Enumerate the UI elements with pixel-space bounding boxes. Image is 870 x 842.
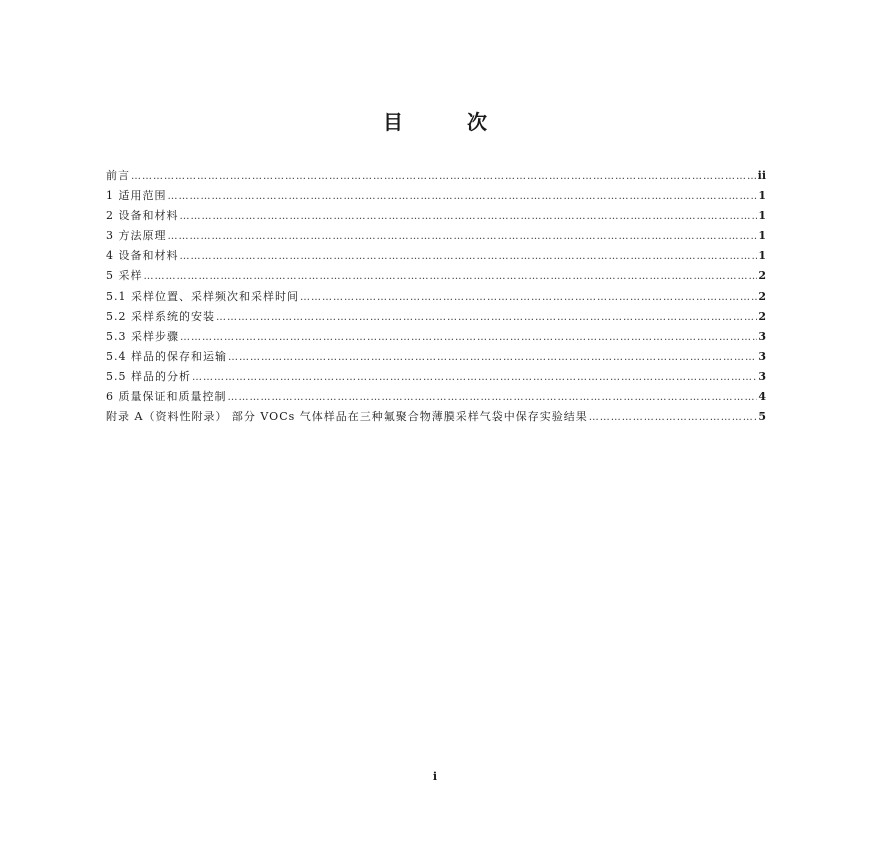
dot-leader xyxy=(131,167,757,187)
toc-entry-label: 2 设备和材料 xyxy=(106,209,179,223)
toc-entry-2[interactable] xyxy=(106,206,766,226)
toc-entry-label: 附录 A（资料性附录） 部分 VOCs 气体样品在三种氟聚合物薄膜采样气袋中保存实验结果 xyxy=(106,410,588,424)
dot-leader xyxy=(168,187,758,207)
toc-entry-page: 1 xyxy=(758,249,766,263)
toc-entry-5-1[interactable] xyxy=(106,287,766,307)
toc-entry-label: 5.5 样品的分析 xyxy=(106,369,191,383)
dot-leader xyxy=(144,267,758,287)
toc-entry-page: 2 xyxy=(758,289,766,303)
toc-entry-page: 1 xyxy=(758,209,766,223)
toc-entry-6[interactable] xyxy=(106,387,766,407)
toc-entry-page: 5 xyxy=(758,410,766,424)
dot-leader xyxy=(192,368,757,388)
toc-entry-label: 3 方法原理 xyxy=(106,229,167,243)
toc-entry-label: 5.4 样品的保存和运输 xyxy=(106,349,227,363)
toc-list xyxy=(106,166,766,427)
toc-entry-label: 5 采样 xyxy=(106,269,143,283)
toc-entry-1[interactable] xyxy=(106,186,766,206)
toc-entry-label: 5.1 采样位置、采样频次和采样时间 xyxy=(106,289,299,303)
toc-entry-page: 3 xyxy=(758,349,766,363)
toc-entry-page: 4 xyxy=(758,390,766,404)
toc-entry-label: 5.3 采样步骤 xyxy=(106,329,179,343)
toc-title: 目 次 xyxy=(383,110,509,134)
toc-entry-5-3[interactable] xyxy=(106,327,766,347)
dot-leader xyxy=(300,288,757,308)
toc-entry-label: 5.2 采样系统的安装 xyxy=(106,309,215,323)
toc-entry-label: 前言 xyxy=(106,169,130,182)
toc-entry-page: 2 xyxy=(758,269,766,283)
toc-entry-5-2[interactable] xyxy=(106,307,766,327)
toc-entry-label: 1 适用范围 xyxy=(106,189,167,203)
toc-entry-5-4[interactable] xyxy=(106,347,766,367)
toc-entry-page: 3 xyxy=(758,329,766,343)
toc-entry-foreword[interactable] xyxy=(106,166,766,186)
toc-entry-label: 6 质量保证和质量控制 xyxy=(106,390,227,404)
toc-entry-page: ii xyxy=(757,169,766,182)
toc-entry-3[interactable] xyxy=(106,226,766,246)
dot-leader xyxy=(180,247,758,267)
toc-entry-page: 1 xyxy=(758,229,766,243)
toc-entry-5[interactable] xyxy=(106,266,766,286)
toc-entry-label: 4 设备和材料 xyxy=(106,249,179,263)
toc-entry-5-5[interactable] xyxy=(106,367,766,387)
toc-entry-page: 3 xyxy=(758,369,766,383)
dot-leader xyxy=(168,227,758,247)
toc-entry-page: 2 xyxy=(758,309,766,323)
page-number: i xyxy=(432,770,438,783)
dot-leader xyxy=(589,408,757,428)
dot-leader xyxy=(228,348,757,368)
toc-entry-appendix-a[interactable] xyxy=(106,407,766,427)
toc-entry-page: 1 xyxy=(758,189,766,203)
dot-leader xyxy=(180,328,757,348)
toc-entry-4[interactable] xyxy=(106,246,766,266)
dot-leader xyxy=(228,388,758,408)
dot-leader xyxy=(180,207,758,227)
dot-leader xyxy=(216,308,757,328)
